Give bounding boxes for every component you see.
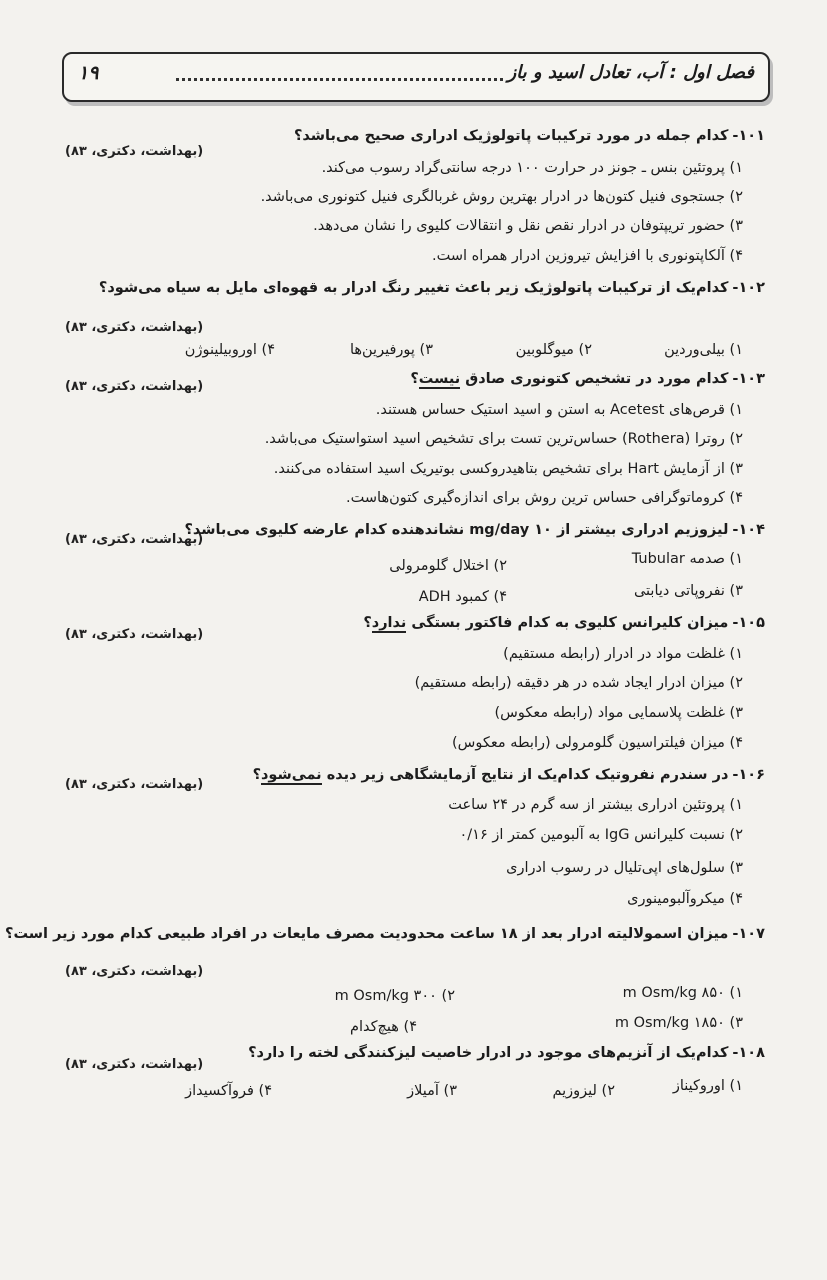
option-1: ۱) بیلی‌وردین bbox=[664, 342, 743, 358]
question-text: کدام مورد در تشخیص کتونوری صادق bbox=[465, 371, 729, 387]
question-number: ۱۰۳- bbox=[732, 371, 765, 387]
page-number: ۱۹ bbox=[78, 62, 99, 84]
question-text: میزان کلیرانس کلیوی به کدام فاکتور بستگی bbox=[411, 615, 729, 631]
option-4: ۴) فروآکسیداز bbox=[185, 1083, 272, 1099]
option-3: ۳) سلول‌های اپی‌تلیال در رسوب ادراری bbox=[506, 860, 743, 876]
question-text: کدام‌یک از ترکیبات پاتولوژیک زیر باعث تغییر رنگ ادرار به قهوه‌ای مایل به سیاه می‌شود؟ bbox=[98, 280, 729, 296]
option-1: ۱) قرص‌های Acetest به استن و اسید استیک حساس هستند. bbox=[375, 402, 743, 418]
question-source: (بهداشت، دکتری، ۸۳) bbox=[65, 1057, 204, 1072]
option-3: ۳) آمیلاز bbox=[407, 1083, 457, 1099]
option-2: ۲) نسبت کلیرانس IgG به آلبومین کمتر از ۰/۱۶ bbox=[459, 827, 743, 843]
header-leader-dots bbox=[176, 78, 503, 81]
option-1: ۱) پروتئین بنس ـ جونز در حرارت ۱۰۰ درجه سانتی‌گراد رسوب می‌کند. bbox=[321, 160, 743, 176]
option-4: ۴) میکروآلبومینوری bbox=[627, 891, 743, 907]
option-2: ۲) ۳۰۰ m Osm/kg bbox=[334, 988, 455, 1004]
chapter-title: فصل اول : آب، تعادل اسید و باز bbox=[507, 62, 754, 83]
option-3: ۳) ۱۸۵۰ m Osm/kg bbox=[614, 1015, 743, 1031]
option-1: ۱) غلظت مواد در ادرار (رابطه مستقیم) bbox=[503, 646, 743, 662]
question-text: کدام جمله در مورد ترکیبات پاتولوژیک ادراری صحیح می‌باشد؟ bbox=[293, 128, 729, 144]
option-4: ۴) اوروبیلینوژن bbox=[184, 342, 275, 358]
option-4: ۴) آلکاپتونوری با افزایش تیروزین ادرار همراه است. bbox=[431, 248, 743, 264]
negation-keyword: نمی‌شود bbox=[260, 767, 322, 783]
option-2: ۲) لیزوزیم bbox=[552, 1083, 615, 1099]
option-3: ۳) پورفیرین‌ها bbox=[349, 342, 433, 358]
option-2: ۲) میوگلوبین bbox=[515, 342, 592, 358]
question-source: (بهداشت، دکتری، ۸۳) bbox=[65, 532, 204, 547]
negation-keyword: ندارد bbox=[371, 615, 407, 631]
question-source: (بهداشت، دکتری، ۸۳) bbox=[65, 627, 204, 642]
option-3: ۳) غلظت پلاسمایی مواد (رابطه معکوس) bbox=[494, 705, 743, 721]
option-4: ۴) کروماتوگرافی حساس ترین روش برای اندازه‌گیری کتون‌هاست. bbox=[346, 490, 743, 506]
question-number: ۱۰۷- bbox=[732, 926, 765, 942]
question-number: ۱۰۸- bbox=[732, 1045, 765, 1061]
option-3: ۳) از آزمایش Hart برای تشخیص بتاهیدروکسی بوتیریک اسید استفاده می‌کنند. bbox=[273, 461, 743, 477]
question-number: ۱۰۱- bbox=[732, 128, 765, 144]
option-3: ۳) حضور تریپتوفان در ادرار نقص نقل و انتقالات کلیوی را نشان می‌دهد. bbox=[313, 218, 743, 234]
question-number: ۱۰۲- bbox=[732, 280, 765, 296]
option-4: ۴) میزان فیلتراسیون گلومرولی (رابطه معکوس) bbox=[452, 735, 743, 751]
option-3: ۳) نفروپاتی دیابتی bbox=[633, 583, 743, 599]
question-source: (بهداشت، دکتری، ۸۳) bbox=[65, 777, 204, 792]
question-number: ۱۰۵- bbox=[732, 615, 765, 631]
chapter-header bbox=[62, 52, 770, 102]
negation-keyword: نیست bbox=[418, 371, 461, 387]
question-source: (بهداشت، دکتری، ۸۳) bbox=[65, 964, 204, 979]
option-1: ۱) صدمه Tubular bbox=[631, 551, 743, 567]
option-2: ۲) جستجوی فنیل کتون‌ها در ادرار بهترین روش غربالگری فنیل کتونوری می‌باشد. bbox=[260, 189, 743, 205]
question-source: (بهداشت، دکتری، ۸۳) bbox=[65, 320, 204, 335]
question-source: (بهداشت، دکتری، ۸۳) bbox=[65, 379, 204, 394]
question-text: میزان اسمولالیته ادرار بعد از ۱۸ ساعت محدودیت مصرف مایعات در افراد طبیعی کدام مورد زیر است؟ bbox=[5, 926, 729, 942]
question-text: کدام‌یک از آنزیم‌های موجود در ادرار خاصیت لیزکنندگی لخته را دارد؟ bbox=[248, 1045, 729, 1061]
option-2: ۲) میزان ادرار ایجاد شده در هر دقیقه (رابطه مستقیم) bbox=[414, 675, 743, 691]
option-1: ۱) ۸۵۰ m Osm/kg bbox=[622, 985, 743, 1001]
option-2: ۲) اختلال گلومرولی bbox=[389, 558, 507, 574]
question-number: ۱۰۴- bbox=[732, 522, 765, 538]
option-4: ۴) هیچ‌کدام bbox=[350, 1019, 417, 1035]
question-source: (بهداشت، دکتری، ۸۳) bbox=[65, 144, 204, 159]
question-number: ۱۰۶- bbox=[732, 767, 765, 783]
option-1: ۱) اوروکیناز bbox=[672, 1078, 743, 1094]
option-1: ۱) پروتئین ادراری بیشتر از سه گرم در ۲۴ ساعت bbox=[448, 797, 743, 813]
question-text: لیزوزیم ادراری بیشتر از mg/day ۱۰ نشاندهنده کدام عارضه کلیوی می‌باشد؟ bbox=[184, 522, 729, 538]
option-4: ۴) کمبود ADH bbox=[418, 589, 507, 605]
option-2: ۲) روترا (Rothera) حساس‌ترین تست برای تشخیص اسید استواستیک می‌باشد. bbox=[264, 431, 743, 447]
question-text: در سندرم نفروتیک کدام‌یک از نتایج آزمایشگاهی زیر دیده bbox=[326, 767, 729, 783]
